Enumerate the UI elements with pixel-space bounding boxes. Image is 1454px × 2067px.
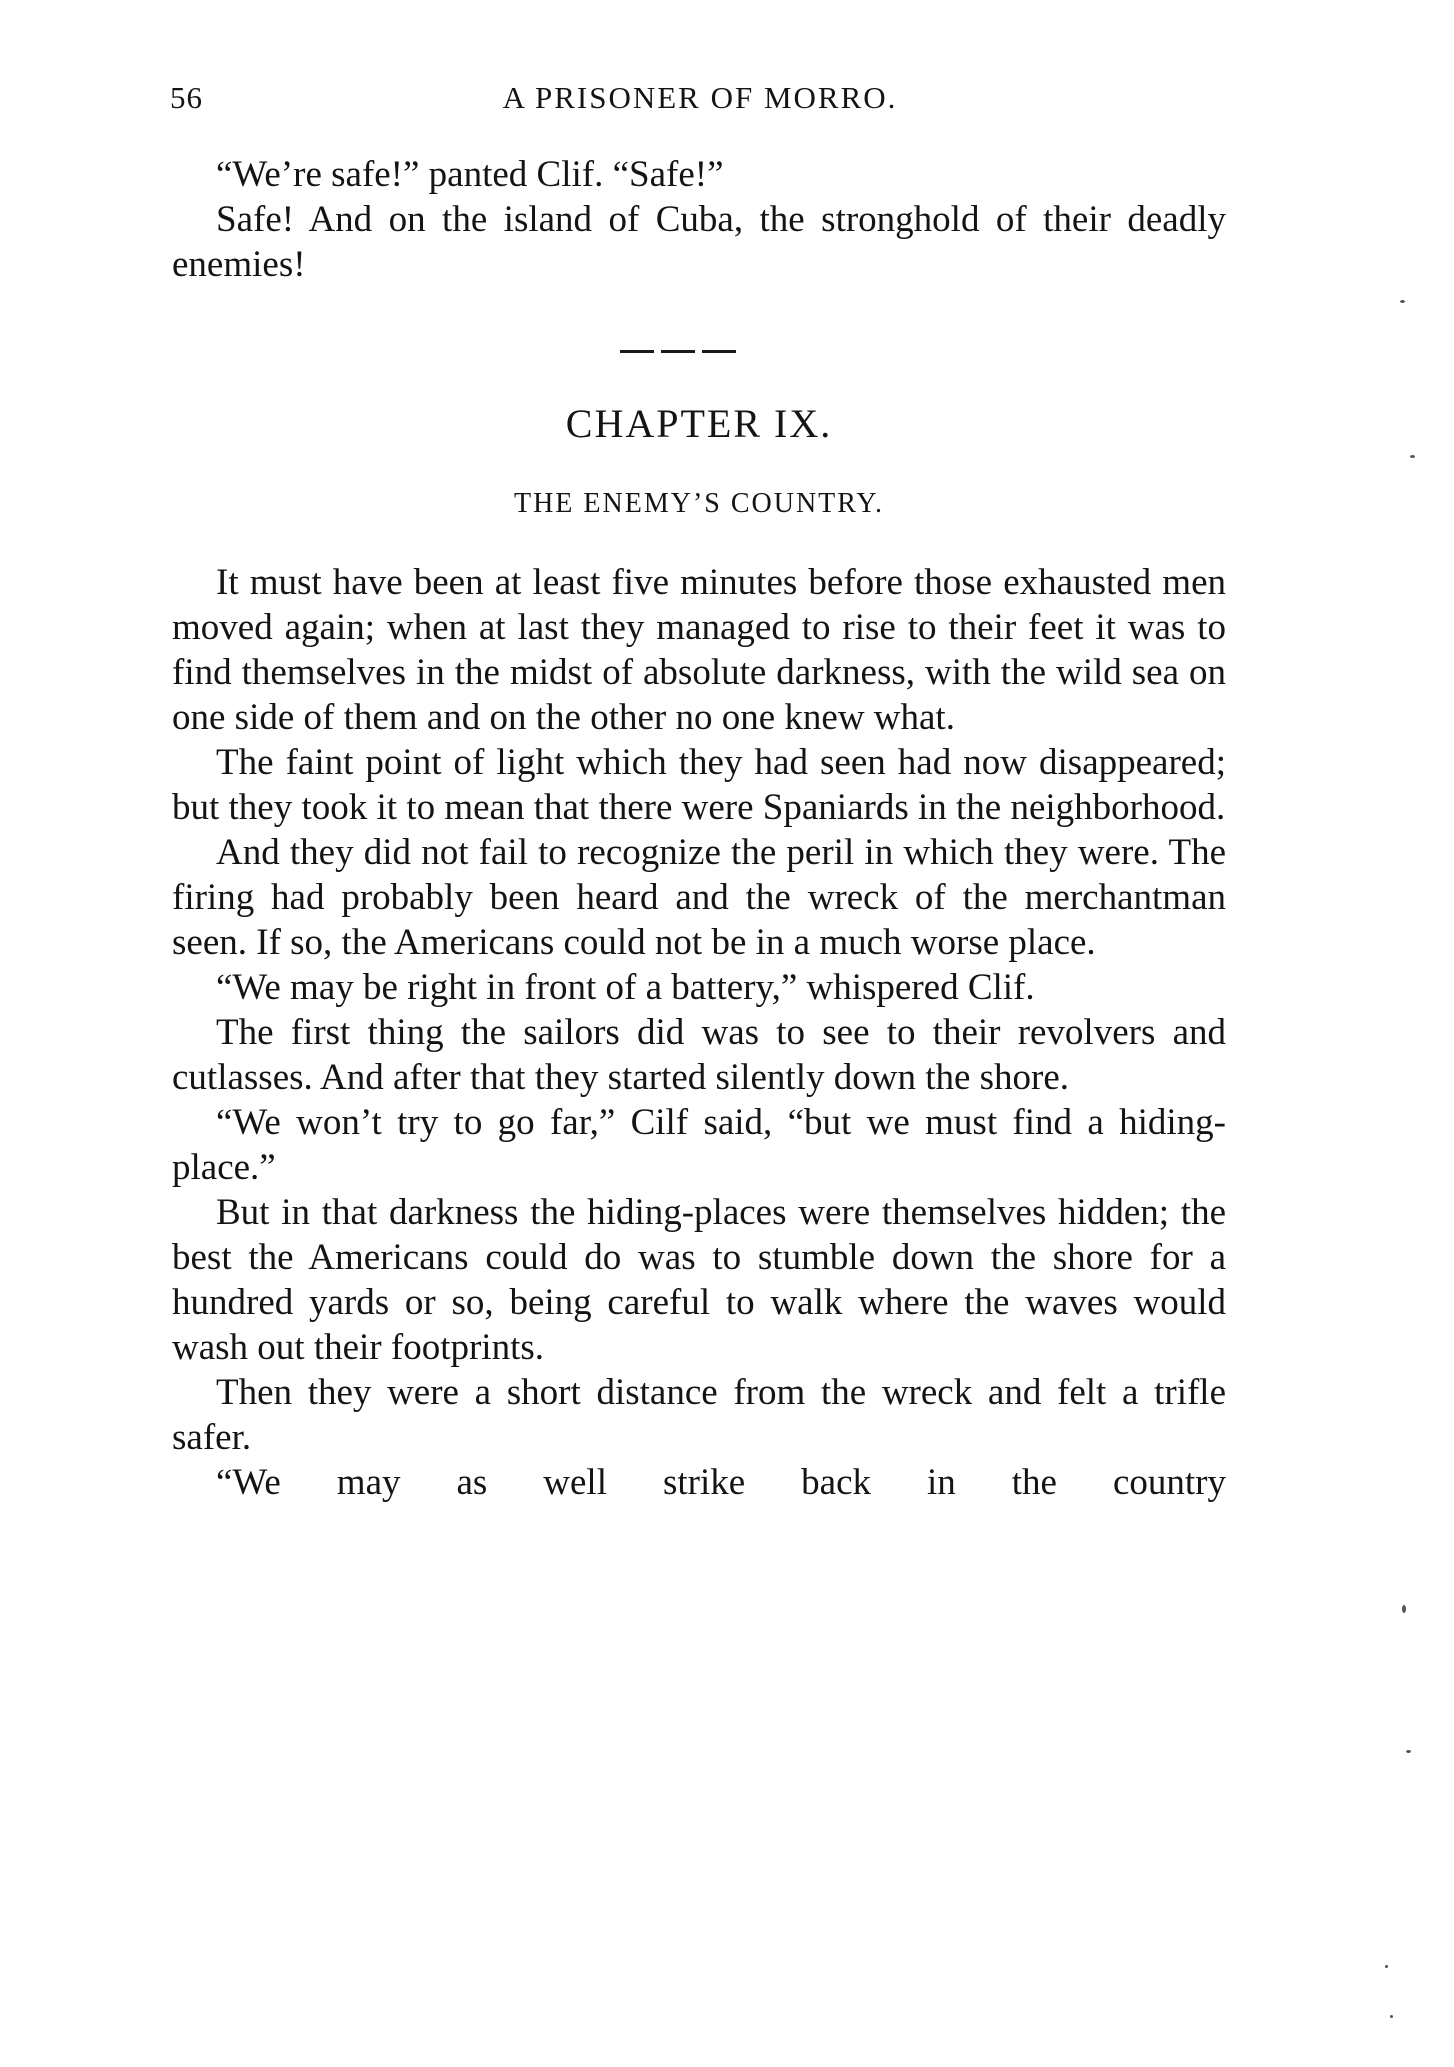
paragraph: And they did not fail to recognize the peril in which they were. The firing had probably been heard and the wreck of the merchantman seen. If so, the Americans could not be in a much worse place. [172, 832, 1226, 963]
scan-speck [1410, 455, 1415, 458]
divider-dash [702, 350, 736, 353]
paragraph: “We may be right in front of a battery,” whispered Clif. [216, 967, 1035, 1008]
intro-block [172, 152, 1226, 287]
book-title: A PRISONER OF MORRO. [502, 80, 898, 115]
divider-dash [620, 350, 654, 353]
paragraph: “We may as well strike back in the country [216, 1462, 1226, 1503]
scan-speck [1406, 1750, 1411, 1753]
paragraph: It must have been at least five minutes before those exhausted men moved again; when at last they managed to rise to their feet it was to find themselves in the midst of absolute darkness, with the wild sea on one side of them and on the other no one knew what. [172, 562, 1226, 738]
paragraph: But in that darkness the hiding-places were themselves hidden; the best the Americans could do was to stumble down the shore for a hundred yards or so, being careful to walk where the waves would wash out their footprints. [172, 1192, 1226, 1368]
divider-dash [661, 350, 695, 353]
section-divider [620, 350, 736, 353]
paragraph: “We won’t try to go far,” Cilf said, “but we must find a hiding-place.” [172, 1102, 1226, 1188]
chapter-subtitle: THE ENEMY’S COUNTRY. [513, 488, 885, 519]
running-head [170, 72, 1230, 122]
scan-speck [1400, 300, 1405, 303]
intro-paragraph: Safe! And on the island of Cuba, the stronghold of their deadly enemies! [172, 199, 1226, 285]
intro-dialogue: “We’re safe!” panted Clif. “Safe!” [216, 154, 724, 195]
scan-speck [1385, 1965, 1388, 1968]
page-number: 56 [170, 80, 203, 115]
paragraph: The faint point of light which they had seen had now disappeared; but they took it to mean that there were Spaniards in the neighborhood. [172, 742, 1226, 828]
scan-speck [1402, 1605, 1406, 1613]
chapter-heading: CHAPTER IX. [565, 401, 833, 446]
scan-speck [1390, 2015, 1393, 2018]
paragraph: The first thing the sailors did was to see to their revolvers and cutlasses. And after that they started silently down the shore. [172, 1012, 1226, 1098]
paragraph: Then they were a short distance from the wreck and felt a trifle safer. [172, 1372, 1226, 1458]
chapter-body [172, 560, 1226, 1505]
